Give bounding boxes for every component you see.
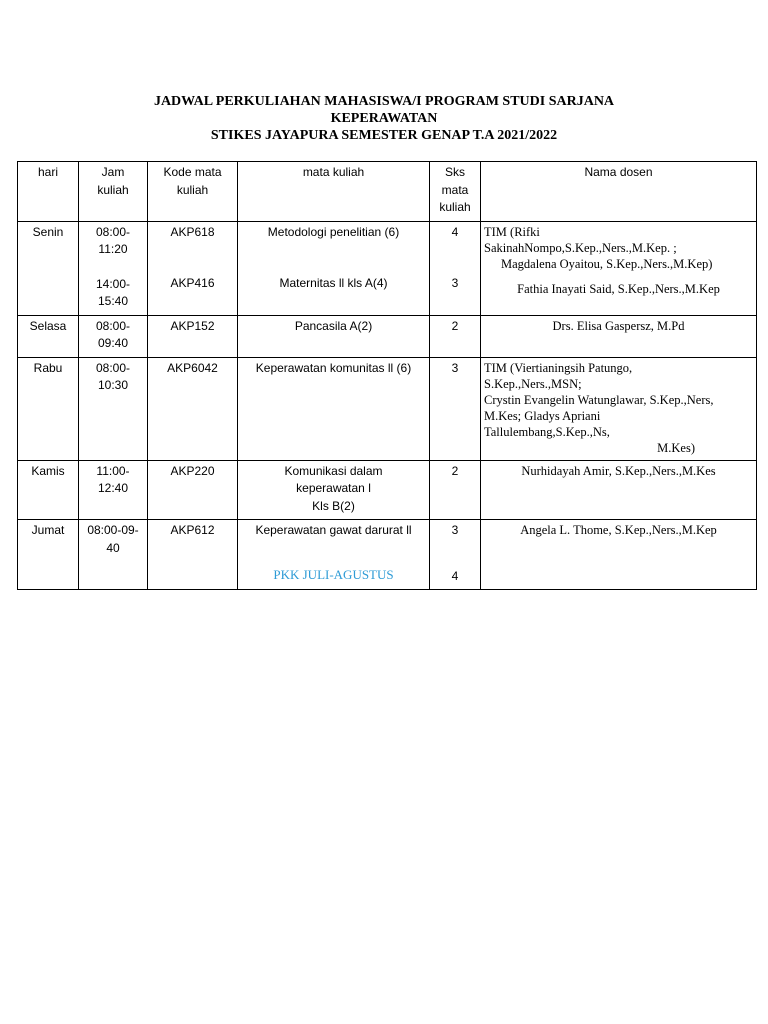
table-row-kamis [18,460,757,520]
pkk-label: PKK JULI-AGUSTUS [273,566,394,582]
document-title [0,93,768,144]
cell-sks: 2 [430,315,481,357]
cell-sks: 4 3 [430,221,481,315]
cell-hari: Selasa [18,315,79,357]
cell-sks: 3 4 [430,520,481,590]
cell-dosen: TIM (Rifki SakinahNompo,S.Kep.,Ners.,M.Kep. ; Magdalena Oyaitou, S.Kep.,Ners.,M.Kep) Fathia Inayati Said, S.Kep.,Ners.,M.Kep [481,221,757,315]
cell-mata-kuliah: Komunikasi dalam keperawatan l Kls B(2) [238,460,430,520]
header-sks: Sks mata kuliah [430,162,481,222]
header-jam: Jam kuliah [79,162,148,222]
header-kode: Kode mata kuliah [148,162,238,222]
table-row-jumat [18,520,757,590]
title-line-3: STIKES JAYAPURA SEMESTER GENAP T.A 2021/2022 [210,128,558,143]
table-header-row [18,162,757,222]
cell-dosen: Nurhidayah Amir, S.Kep.,Ners.,M.Kes [481,460,757,520]
cell-jam: 08:00-09- 40 [79,520,148,590]
table-row-rabu [18,357,757,460]
header-mata-kuliah: mata kuliah [238,162,430,222]
cell-jam: 11:00- 12:40 [79,460,148,520]
title-line-2: KEPERAWATAN [330,111,438,126]
header-hari: hari [18,162,79,222]
cell-sks: 3 [430,357,481,460]
cell-dosen: Angela L. Thome, S.Kep.,Ners.,M.Kep [481,520,757,590]
header-dosen: Nama dosen [481,162,757,222]
cell-kode: AKP220 [148,460,238,520]
cell-kode: AKP152 [148,315,238,357]
cell-kode: AKP618 AKP416 [148,221,238,315]
cell-hari: Jumat [18,520,79,590]
cell-mata-kuliah: Keperawatan gawat darurat ll PKK JULI-AGUSTUS [238,520,430,590]
cell-jam: 08:00- 11:20 14:00- 15:40 [79,221,148,315]
cell-jam: 08:00- 10:30 [79,357,148,460]
cell-mata-kuliah: Metodologi penelitian (6) Maternitas ll kls A(4) [238,221,430,315]
title-line-1: JADWAL PERKULIAHAN MAHASISWA/I PROGRAM STUDI SARJANA [153,94,615,109]
cell-kode: AKP612 [148,520,238,590]
table-row-selasa [18,315,757,357]
cell-dosen: TIM (Viertianingsih Patungo, S.Kep.,Ners.,MSN; Crystin Evangelin Watunglawar, S.Kep.,Ners, M.Kes; Gladys Apriani Tallulembang,S.Kep.,Ns, M.Kes) [481,357,757,460]
cell-kode: AKP6042 [148,357,238,460]
cell-sks: 2 [430,460,481,520]
table-row-senin [18,221,757,315]
cell-jam: 08:00- 09:40 [79,315,148,357]
cell-hari: Kamis [18,460,79,520]
cell-mata-kuliah: Pancasila A(2) [238,315,430,357]
schedule-table [17,161,757,590]
cell-dosen: Drs. Elisa Gaspersz, M.Pd [481,315,757,357]
cell-hari: Senin [18,221,79,315]
cell-mata-kuliah: Keperawatan komunitas ll (6) [238,357,430,460]
cell-hari: Rabu [18,357,79,460]
